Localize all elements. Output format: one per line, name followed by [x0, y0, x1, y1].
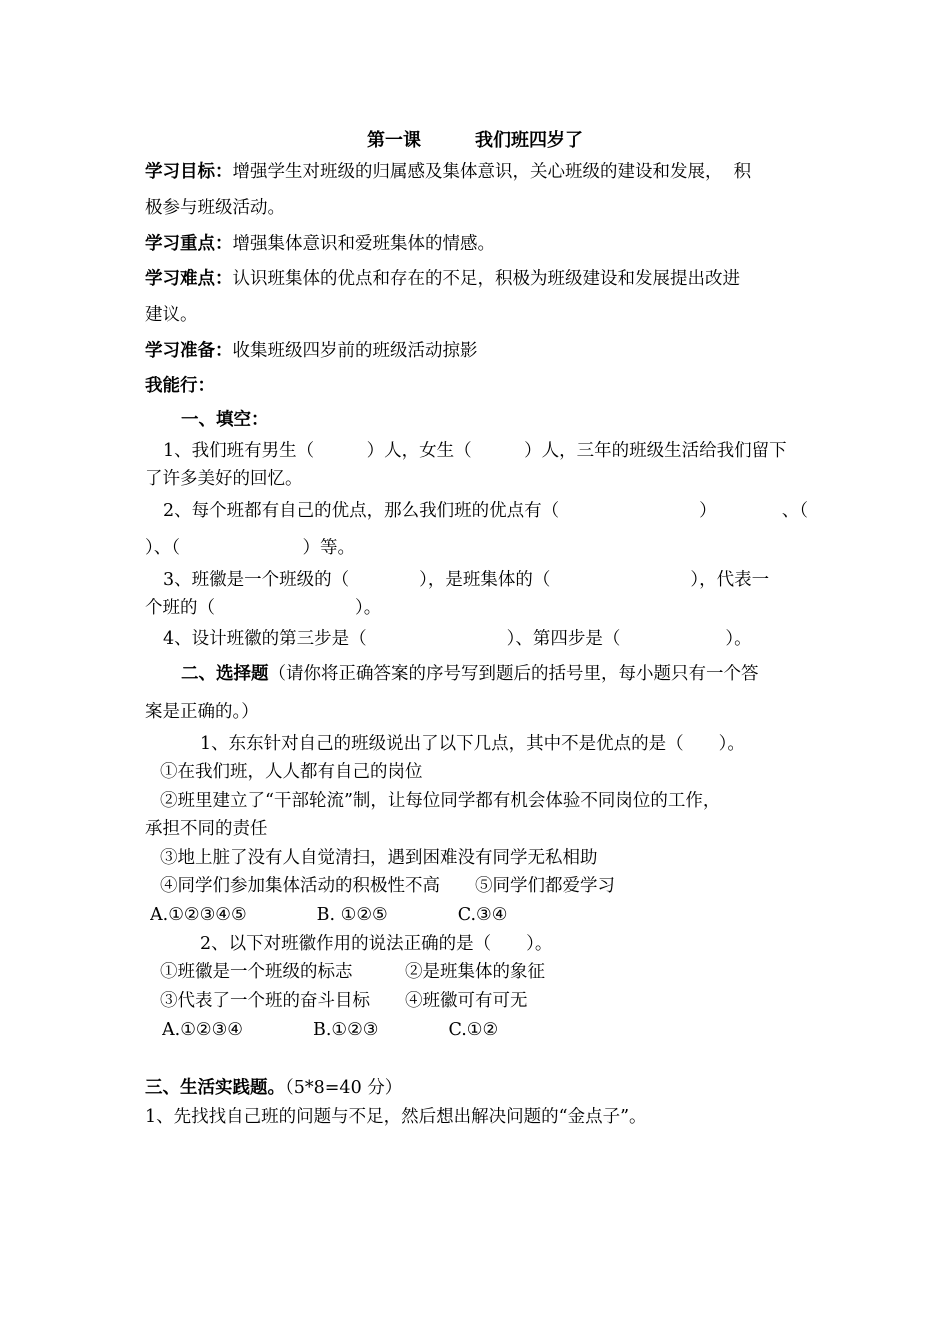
choice-q1-option-2-line-1: ②班里建立了“干部轮流”制，让每位同学都有机会体验不同岗位的工作，	[160, 791, 721, 811]
preparation-label: 学习准备：	[145, 341, 233, 361]
choice-q1-option-1: ①在我们班，人人都有自己的岗位	[160, 762, 423, 782]
choice-q1: 1、东东针对自己的班级说出了以下几点，其中不是优点的是（ ）。	[200, 734, 745, 754]
choice-q2-answers: A.①②③④ B.①②③ C.①②	[162, 1020, 499, 1040]
can-do-heading: 我能行：	[145, 376, 215, 396]
difficulty-label: 学习难点：	[145, 269, 233, 289]
fill-q2-line-1	[163, 499, 808, 523]
key-point-text: 增强集体意识和爱班集体的情感。	[232, 234, 495, 254]
choice-q1-option-3: ③地上脏了没有人自觉清扫，遇到困难没有同学无私相助	[160, 848, 598, 868]
goals-text-1: 增强学生对班级的归属感及集体意识，关心班级的建设和发展，	[232, 162, 723, 182]
choice-q2-options-line-1: ①班徽是一个班级的标志 ②是班集体的象征	[160, 962, 545, 982]
choice-q2-options-line-2: ③代表了一个班的奋斗目标 ④班徽可有可无	[160, 991, 528, 1011]
fill-q2-text-b: 、（	[781, 501, 808, 521]
fill-q2-line-2: ）、（ ）等。	[145, 538, 355, 558]
goals-line-1	[145, 160, 810, 184]
choice-q1-answers: A.①②③④⑤ B. ①②⑤ C.③④	[150, 905, 508, 925]
fill-q1-line-2: 了许多美好的回忆。	[145, 469, 303, 489]
choice-q2: 2、以下对班徽作用的说法正确的是（ ）。	[200, 934, 553, 954]
fill-blank-heading: 一、填空：	[181, 410, 269, 430]
goals-line-2: 极参与班级活动。	[145, 198, 285, 218]
fill-q4-line: 4、设计班徽的第三步是（ ）、第四步是（ ）。	[163, 629, 752, 649]
difficulty-text-1: 认识班集体的优点和存在的不足，积极为班级建设和发展提出改进	[232, 269, 740, 289]
practice-heading: 三、生活实践题。	[145, 1078, 285, 1098]
choice-instructions-line-2: 案是正确的。）	[145, 702, 259, 722]
lesson-title: 第一课 我们班四岁了	[367, 130, 583, 151]
goals-label: 学习目标：	[145, 162, 233, 182]
key-point-label: 学习重点：	[145, 234, 233, 254]
practice-score: （5*8=40 分）	[285, 1078, 403, 1098]
practice-q1: 1、先找找自己班的问题与不足，然后想出解决问题的“金点子”。	[145, 1107, 647, 1127]
fill-q3-line-1: 3、班徽是一个班级的（ ），是班集体的（ ），代表一	[163, 570, 770, 590]
choice-q1-option-4-5: ④同学们参加集体活动的积极性不高 ⑤同学们都爱学习	[160, 876, 615, 896]
choice-instructions-a: （请你将正确答案的序号写到题后的括号里，每小题只有一个答	[268, 664, 759, 684]
choice-q1-option-2-line-2: 承担不同的责任	[145, 819, 268, 839]
practice-heading-line	[145, 1076, 810, 1100]
preparation-line	[145, 339, 810, 363]
difficulty-line-2: 建议。	[145, 305, 198, 325]
fill-q2-text-a: 2、每个班都有自己的优点，那么我们班的优点有（ ）	[163, 501, 717, 521]
choice-heading: 二、选择题	[181, 664, 269, 684]
goals-text-end: 积	[733, 162, 752, 182]
preparation-text: 收集班级四岁前的班级活动掠影	[232, 341, 478, 361]
choice-heading-line	[181, 662, 810, 686]
fill-q3-line-2: 个班的（ ）。	[145, 598, 382, 618]
fill-q1-line-1: 1、我们班有男生（ ）人，女生（ ）人，三年的班级生活给我们留下	[163, 441, 787, 461]
difficulty-line-1	[145, 267, 810, 291]
key-point-line	[145, 232, 810, 256]
